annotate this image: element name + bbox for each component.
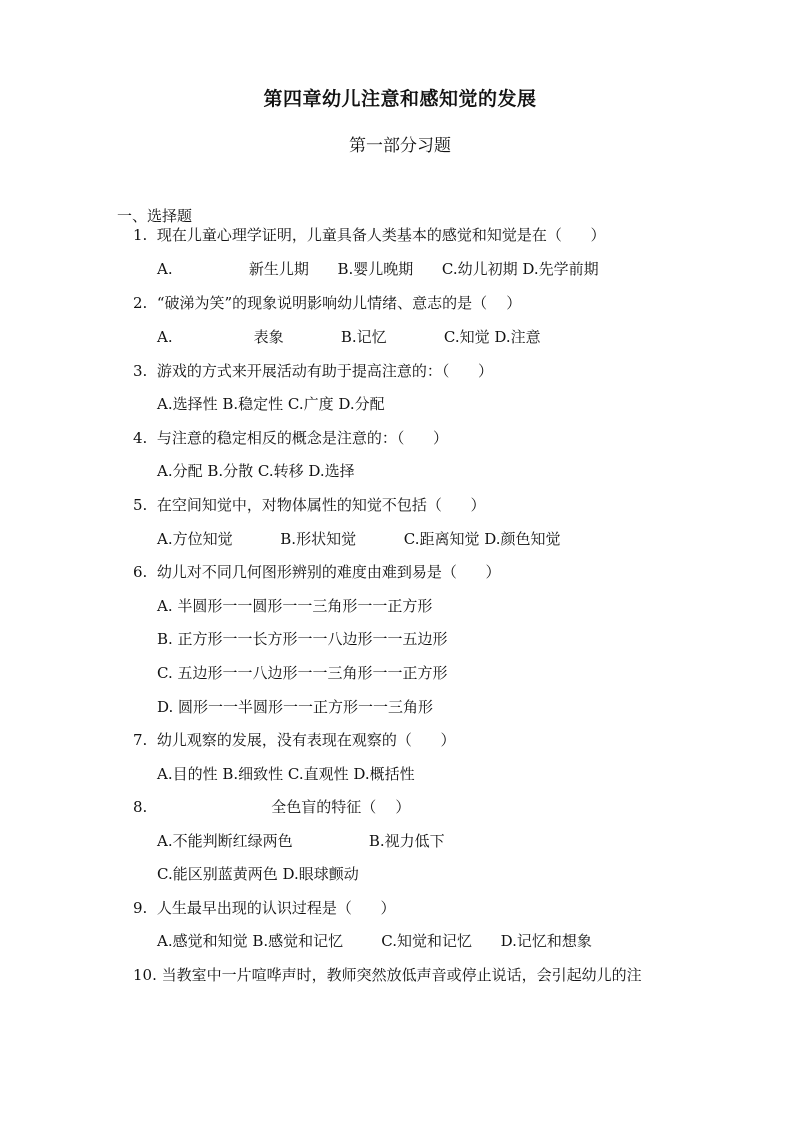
question-line: 10. 当教室中一片喧哗声时，教师突然放低声音或停止说话，会引起幼儿的注: [133, 966, 642, 984]
option-line: A.感觉和知觉 B.感觉和记忆 C.知觉和记忆 D.记忆和想象: [157, 932, 592, 950]
option-line: A. 表象 B.记忆 C.知觉 D.注意: [157, 328, 541, 346]
question-line: 3. 游戏的方式来开展活动有助于提高注意的：（ ）: [133, 362, 493, 380]
option-line: C. 五边形一一八边形一一三角形一一正方形: [157, 664, 448, 682]
option-line: A.选择性 B.稳定性 C.广度 D.分配: [157, 395, 385, 413]
option-line: A. 半圆形一一圆形一一三角形一一正方形: [157, 597, 433, 615]
question-line: 9. 人生最早出现的认识过程是（ ）: [133, 899, 396, 917]
chapter-title: 第四章幼儿注意和感知觉的发展: [263, 88, 537, 110]
part-subtitle: 第一部分习题: [349, 136, 451, 156]
question-line: 7. 幼儿观察的发展，没有表现在观察的（ ）: [133, 731, 456, 749]
option-line: B. 正方形一一长方形一一八边形一一五边形: [157, 630, 448, 648]
option-line: A.分配 B.分散 C.转移 D.选择: [157, 462, 355, 480]
question-line: 2. “破涕为笑”的现象说明影响幼儿情绪、意志的是（ ）: [133, 294, 522, 312]
option-line: C.能区别蓝黄两色 D.眼球颤动: [157, 865, 359, 883]
section-heading: 一、选择题: [117, 207, 193, 225]
question-line: 5. 在空间知觉中，对物体属性的知觉不包括（ ）: [133, 496, 486, 514]
option-line: A. 新生儿期 B.婴儿晚期 C.幼儿初期 D.先学前期: [157, 260, 599, 278]
option-line: A.目的性 B.细致性 C.直观性 D.概括性: [157, 765, 415, 783]
option-line: A.方位知觉 B.形状知觉 C.距离知觉 D.颜色知觉: [157, 530, 561, 548]
option-line: A.不能判断红绿两色 B.视力低下: [157, 832, 445, 850]
option-line: D. 圆形一一半圆形一一正方形一一三角形: [157, 698, 434, 716]
question-line: 6. 幼儿对不同几何图形辨别的难度由难到易是（ ）: [133, 563, 501, 581]
question-line: 8. 全色盲的特征（ ）: [133, 798, 411, 816]
question-line: 1. 现在儿童心理学证明，儿童具备人类基本的感觉和知觉是在（ ）: [133, 226, 606, 244]
question-line: 4. 与注意的稳定相反的概念是注意的：（ ）: [133, 429, 448, 447]
